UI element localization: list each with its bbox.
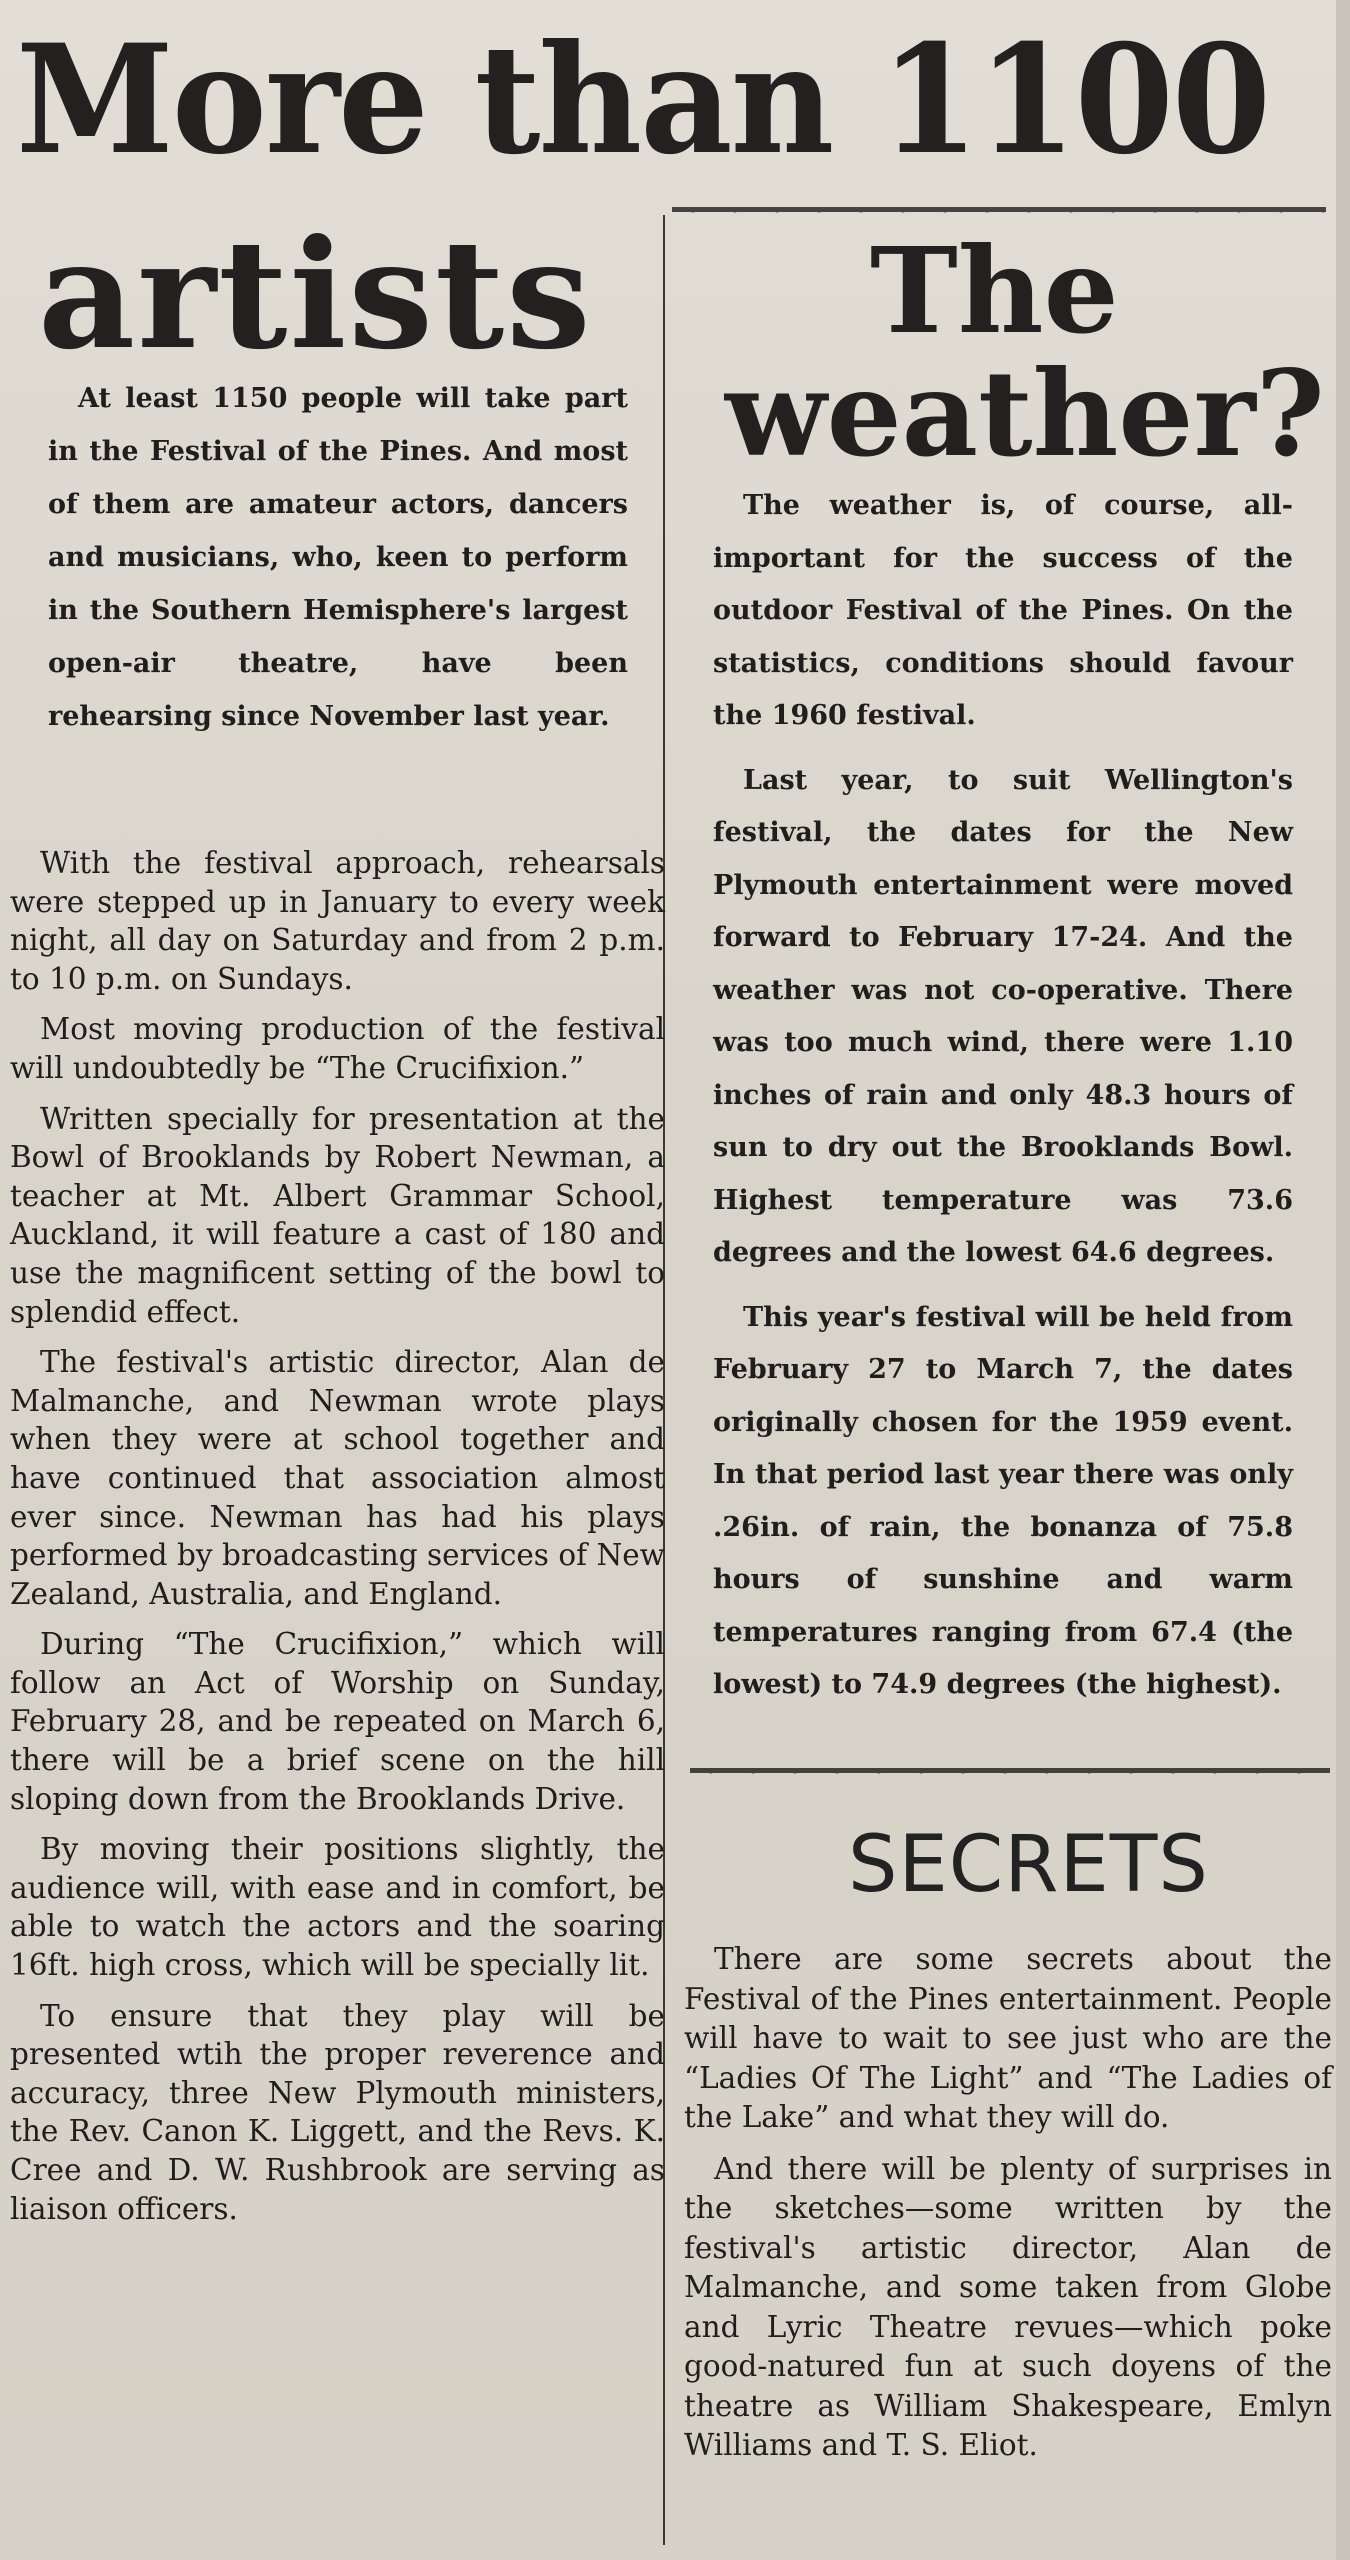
artists-paragraph-4: The festival's artistic director, Alan de Malmanche, and Newman wrote plays when they were at school together and have continued that association almost ever since. Newman has had his plays performed by broadcasting services of New Zealand, Australia, and England.	[10, 1345, 665, 1611]
artists-body	[10, 844, 665, 2240]
artists-paragraph-1: With the festival approach, rehearsals were stepped up in January to every week night, all day on Saturday and from 2 p.m. to 10 p.m. on Sundays.	[10, 846, 665, 996]
decorative-rule-top	[672, 205, 1326, 215]
decorative-rule-middle	[690, 1766, 1330, 1776]
artists-paragraph-6: By moving their positions slightly, the audience will, with ease and in comfort, be able to watch the actors and the soaring 16ft. high cross, which will be specially lit.	[10, 1832, 665, 1983]
artists-paragraph-5: During “The Crucifixion,” which will follow an Act of Worship on Sunday, February 28, and be repeated on March 6, there will be a brief scene on the hill sloping down from the Brooklands Drive.	[10, 1627, 665, 1816]
weather-paragraph-1: The weather is, of course, all-important for the success of the outdoor Festival of the Pines. On the statistics, conditions should favour the 1960 festival.	[713, 490, 1293, 731]
weather-paragraph-3: This year's festival will be held from February 27 to March 7, the dates originally chosen for the 1959 event. In that period last year there was only .26in. of rain, the bonanza of 75.8 hours of sunshine and warm temperatures ranging from 67.4 (the lowest) to 74.9 degrees (the highest).	[713, 1301, 1293, 1700]
headline-artists-line1: More than 1100	[16, 12, 1270, 188]
weather-body	[713, 480, 1293, 1724]
artists-intro	[48, 372, 628, 755]
headline-secrets: SECRETS	[848, 1820, 1209, 1910]
artists-paragraph-2: Most moving production of the festival will undoubtedly be “The Crucifixion.”	[10, 1012, 665, 1085]
artists-intro-paragraph: At least 1150 people will take part in the Festival of the Pines. And most of them are amateur actors, dancers and musicians, who, keen to perform in the Southern Hemisphere's largest open-air theatre, have been rehearsing since November last year.	[48, 383, 628, 732]
secrets-paragraph-1: There are some secrets about the Festival of the Pines entertainment. People will have to wait to see just who are the “Ladies Of The Light” and “The Ladies of the Lake” and what they will do.	[684, 1942, 1332, 2134]
headline-weather-line2: weather?	[725, 344, 1325, 483]
secrets-body	[684, 1940, 1332, 2478]
secrets-paragraph-2: And there will be plenty of surprises in the sketches—some written by the festival's artistic director, Alan de Malmanche, and some taken from Globe and Lyric Theatre revues—which poke good-natured fun at such doyens of the theatre as William Shakespeare, Emlyn Williams and T. S. Eliot.	[684, 2151, 1332, 2462]
artists-paragraph-3: Written specially for presentation at the Bowl of Brooklands by Robert Newman, a teacher at Mt. Albert Grammar School, Auckland, it will feature a cast of 180 and use the magnificent setting of the bowl to splendid effect.	[10, 1101, 665, 1329]
headline-artists-line2: artists	[38, 207, 593, 383]
paper-edge	[1336, 0, 1350, 2560]
artists-paragraph-7: To ensure that they play will be presented wtih the proper reverence and accuracy, three New Plymouth ministers, the Rev. Canon K. Liggett, and the Revs. K. Cree and D. W. Rushbrook are serving as liaison officers.	[10, 1998, 665, 2226]
weather-paragraph-2: Last year, to suit Wellington's festival, the dates for the New Plymouth entertainment were moved forward to February 17-24. And the weather was not co-operative. There was too much wind, there were 1.10 inches of rain and only 48.3 hours of sun to dry out the Brooklands Bowl. Highest temperature was 73.6 degrees and the lowest 64.6 degrees.	[713, 764, 1293, 1268]
headline-weather-line1: The	[870, 221, 1119, 360]
